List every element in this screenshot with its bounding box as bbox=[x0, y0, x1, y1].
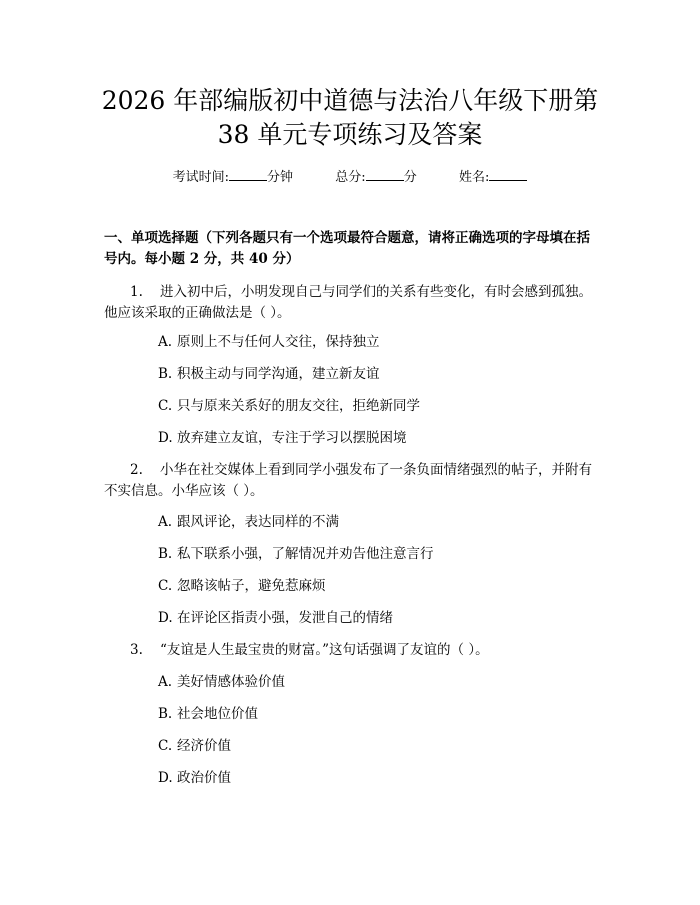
question-text: 进入初中后，小明发现自己与同学们的关系有些变化，有时会感到孤独。他应该采取的正确做法是（ ）。 bbox=[104, 284, 592, 321]
option-letter: A. bbox=[158, 674, 173, 690]
question-number: 1. bbox=[130, 284, 143, 300]
question-1-option-b bbox=[158, 364, 380, 384]
question-2-option-b bbox=[158, 544, 434, 564]
option-letter: C. bbox=[158, 738, 173, 754]
option-text: 经济价值 bbox=[177, 738, 231, 754]
option-text: 跟风评论，表达同样的不满 bbox=[177, 514, 339, 530]
question-text: 小华在社交媒体上看到同学小强发布了一条负面情绪强烈的帖子，并附有不实信息。小华应该（ ）。 bbox=[104, 462, 592, 499]
option-text: 原则上不与任何人交往，保持独立 bbox=[177, 334, 380, 350]
time-blank bbox=[229, 168, 267, 181]
option-letter: B. bbox=[158, 546, 173, 562]
option-text: 只与原来关系好的朋友交往，拒绝新同学 bbox=[177, 398, 420, 414]
question-text: “友谊是人生最宝贵的财富。”这句话强调了友谊的（ ）。 bbox=[160, 642, 489, 658]
score-unit: 分 bbox=[403, 170, 417, 185]
option-letter: D. bbox=[158, 430, 173, 446]
question-3-option-d bbox=[158, 768, 231, 788]
question-1 bbox=[104, 282, 598, 324]
section-heading: 一、单项选择题（下列各题只有一个选项最符合题意，请将正确选项的字母填在括号内。每小题 2 分，共 40 分） bbox=[104, 230, 590, 267]
question-3-option-b bbox=[158, 704, 258, 724]
time-label: 考试时间: bbox=[172, 170, 229, 185]
question-1-option-a bbox=[158, 332, 380, 352]
option-letter: C. bbox=[158, 578, 173, 594]
page-title bbox=[60, 84, 640, 152]
title-line-2: 38 单元专项练习及答案 bbox=[217, 120, 483, 149]
question-number: 3. bbox=[130, 642, 143, 658]
question-1-option-d bbox=[158, 428, 407, 448]
exam-meta bbox=[0, 168, 700, 187]
score-label: 总分: bbox=[335, 170, 366, 185]
option-text: 放弃建立友谊，专注于学习以摆脱困境 bbox=[177, 430, 407, 446]
question-2-option-a bbox=[158, 512, 339, 532]
option-letter: D. bbox=[158, 770, 173, 786]
name-blank bbox=[489, 168, 527, 181]
question-3-option-a bbox=[158, 672, 285, 692]
name-label: 姓名: bbox=[458, 170, 490, 185]
option-text: 社会地位价值 bbox=[177, 706, 258, 722]
question-2 bbox=[104, 460, 598, 502]
option-letter: A. bbox=[158, 514, 173, 530]
time-unit: 分钟 bbox=[267, 170, 294, 185]
option-letter: D. bbox=[158, 610, 173, 626]
question-1-option-c bbox=[158, 396, 420, 416]
question-2-option-c bbox=[158, 576, 326, 596]
option-text: 在评论区指责小强，发泄自己的情绪 bbox=[177, 610, 393, 626]
question-3 bbox=[104, 640, 598, 661]
option-text: 私下联系小强，了解情况并劝告他注意言行 bbox=[177, 546, 434, 562]
option-letter: C. bbox=[158, 398, 173, 414]
score-blank bbox=[366, 168, 404, 181]
option-text: 美好情感体验价值 bbox=[177, 674, 285, 690]
title-line-1: 2026 年部编版初中道德与法治八年级下册第 bbox=[101, 86, 599, 115]
option-letter: A. bbox=[158, 334, 173, 350]
option-text: 忽略该帖子，避免惹麻烦 bbox=[177, 578, 326, 594]
option-text: 政治价值 bbox=[177, 770, 231, 786]
option-letter: B. bbox=[158, 706, 173, 722]
question-2-option-d bbox=[158, 608, 393, 628]
question-number: 2. bbox=[130, 462, 143, 478]
option-text: 积极主动与同学沟通，建立新友谊 bbox=[177, 366, 380, 382]
option-letter: B. bbox=[158, 366, 173, 382]
question-3-option-c bbox=[158, 736, 231, 756]
